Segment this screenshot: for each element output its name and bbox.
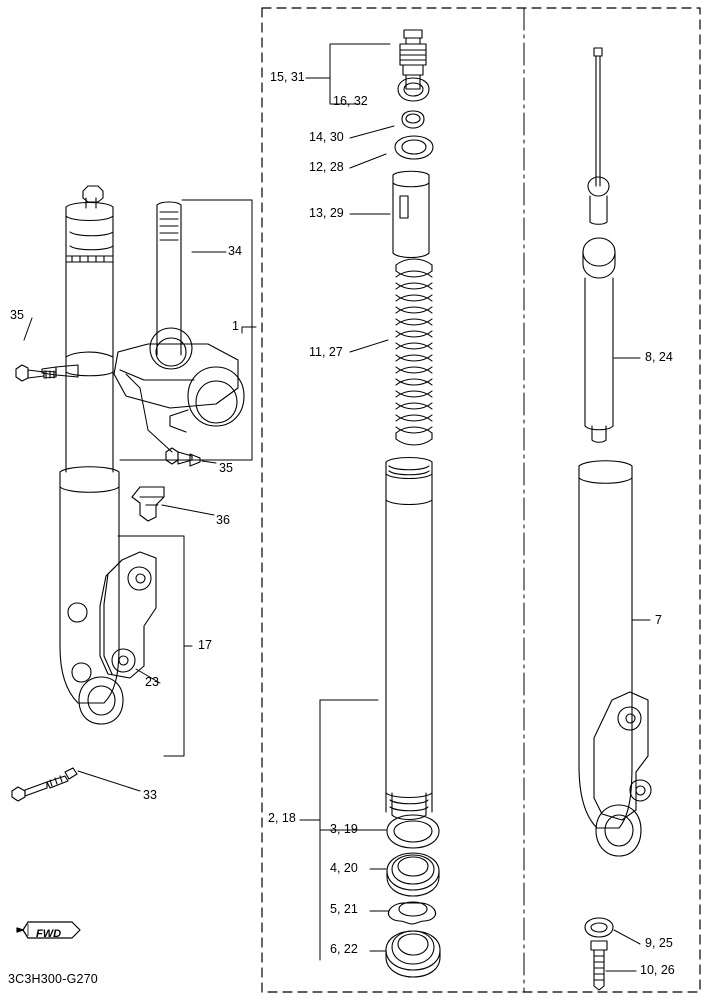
callout-15-31: 15, 31 — [270, 70, 305, 84]
callout-11-27: 11, 27 — [309, 345, 343, 359]
diagram-code: 3C3H300-G270 — [8, 972, 98, 986]
callout-33: 33 — [143, 788, 157, 802]
callout-3-19: 3, 19 — [330, 822, 358, 836]
callout-23: 23 — [145, 675, 159, 689]
callout-35-upper: 35 — [10, 308, 24, 322]
callout-2-18: 2, 18 — [268, 811, 296, 825]
callout-17: 17 — [198, 638, 212, 652]
callout-34: 34 — [228, 244, 242, 258]
callout-36: 36 — [216, 513, 230, 527]
callout-35-lower: 35 — [219, 461, 233, 475]
callout-8-24: 8, 24 — [645, 350, 673, 364]
callout-7: 7 — [655, 613, 662, 627]
callout-13-29: 13, 29 — [309, 206, 344, 220]
callout-9-25: 9, 25 — [645, 936, 673, 950]
callout-16-32: 16, 32 — [333, 94, 368, 108]
callout-14-30: 14, 30 — [309, 130, 344, 144]
callout-1: 1 — [232, 319, 239, 333]
callout-5-21: 5, 21 — [330, 902, 358, 916]
callout-12-28: 12, 28 — [309, 160, 344, 174]
callout-4-20: 4, 20 — [330, 861, 358, 875]
callout-10-26: 10, 26 — [640, 963, 675, 977]
fwd-label: FWD — [36, 928, 62, 940]
callout-6-22: 6, 22 — [330, 942, 358, 956]
